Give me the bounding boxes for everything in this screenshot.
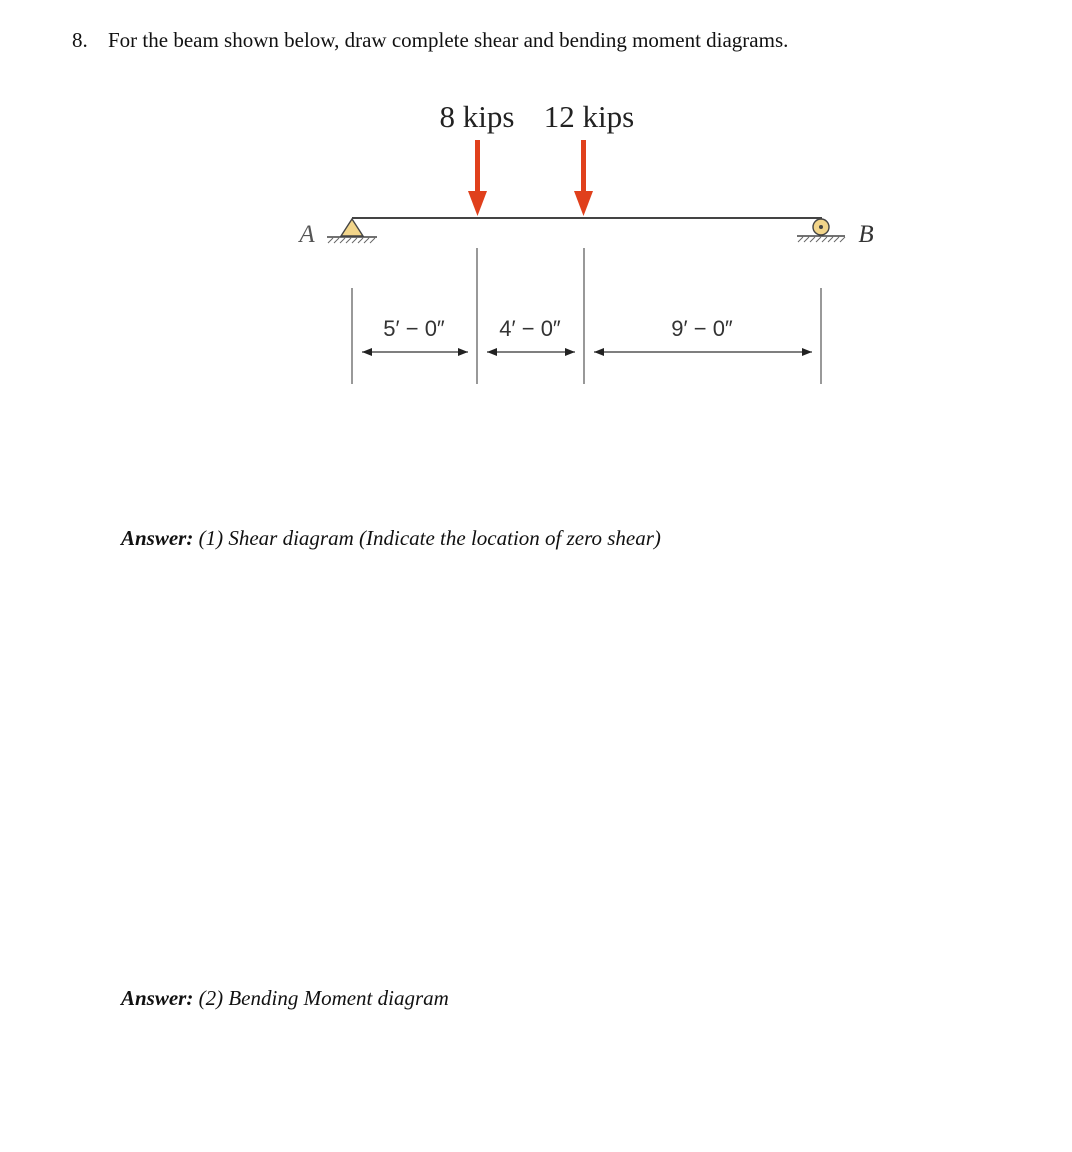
answer-shear-diagram bbox=[121, 526, 661, 551]
load-label-8kips: 8 kips bbox=[439, 99, 515, 134]
question-text: For the beam shown below, draw complete shear and bending moment diagrams. bbox=[108, 28, 789, 52]
load-label-12kips: 12 kips bbox=[543, 99, 635, 134]
beam-figure bbox=[0, 0, 1072, 420]
dimension-label-9ft: 9′ − 0″ bbox=[671, 316, 733, 341]
answer-shear-text: (1) Shear diagram (Indicate the location of zero shear) bbox=[198, 526, 661, 550]
answer-label: Answer: bbox=[121, 526, 194, 550]
pin-support-a bbox=[327, 219, 377, 243]
answer-label: Answer: bbox=[121, 986, 194, 1010]
answer-moment-text: (2) Bending Moment diagram bbox=[198, 986, 449, 1010]
load-arrow-12kips bbox=[574, 140, 593, 216]
support-label-a: A bbox=[299, 221, 315, 248]
roller-support-b bbox=[797, 219, 845, 242]
answer-moment-diagram bbox=[121, 986, 449, 1011]
dimension-label-5ft: 5′ − 0″ bbox=[383, 316, 445, 341]
support-label-b: B bbox=[858, 221, 874, 248]
load-arrow-8kips bbox=[468, 140, 487, 216]
question-number: 8. bbox=[72, 28, 88, 52]
dimension-label-4ft: 4′ − 0″ bbox=[499, 316, 561, 341]
